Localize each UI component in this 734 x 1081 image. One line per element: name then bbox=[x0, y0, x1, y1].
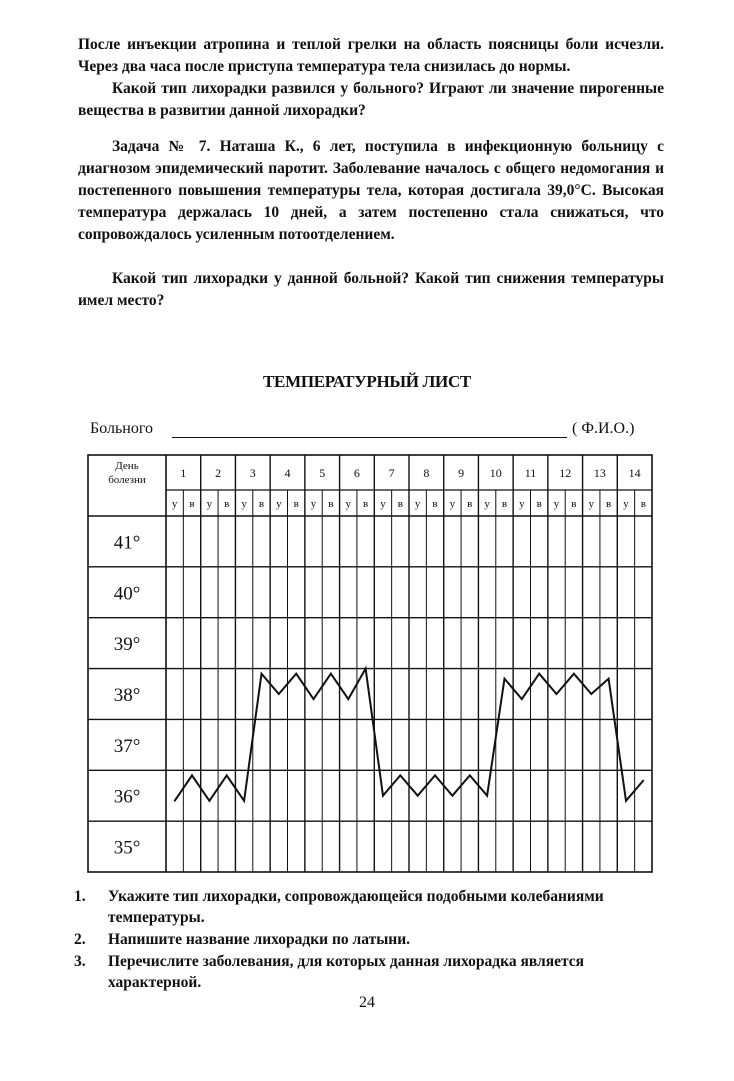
day-label: 2 bbox=[215, 466, 222, 480]
question-3-text: Перечислите заболевания, для которых данная лихорадка является характерной. bbox=[108, 953, 585, 991]
morning-label: у bbox=[449, 498, 456, 510]
temperature-tick-label: 38° bbox=[113, 685, 141, 706]
morning-label: у bbox=[310, 498, 317, 510]
temperature-point bbox=[642, 780, 644, 782]
day-label: 5 bbox=[319, 466, 326, 480]
day-label: 1 bbox=[180, 466, 187, 480]
day-label: 7 bbox=[388, 466, 395, 480]
temperature-point bbox=[278, 693, 280, 695]
morning-label: у bbox=[241, 498, 247, 510]
morning-label: у bbox=[623, 498, 629, 510]
fio-label: ( Ф.И.О.) bbox=[572, 420, 635, 437]
morning-label: у bbox=[414, 498, 421, 510]
evening-label: в bbox=[189, 498, 195, 510]
temperature-point bbox=[486, 795, 488, 797]
temperature-point bbox=[313, 698, 315, 700]
question-2 bbox=[74, 929, 660, 950]
task-7-question: Какой тип лихорадки у данной больной? Какой тип снижения температуры имел место? bbox=[78, 270, 664, 309]
temperature-point bbox=[347, 698, 349, 700]
evening-label: в bbox=[501, 498, 508, 510]
temperature-point bbox=[556, 693, 558, 695]
day-label: 4 bbox=[284, 466, 291, 480]
temperature-point bbox=[434, 775, 436, 777]
evening-label: в bbox=[293, 498, 299, 510]
evening-label: в bbox=[328, 498, 334, 510]
question-2-number: 2. bbox=[74, 931, 86, 948]
question-1-number: 1. bbox=[74, 888, 86, 905]
temperature-tick-label: 37° bbox=[113, 735, 141, 757]
header-label-illness: болезни bbox=[108, 474, 146, 486]
temperature-point bbox=[469, 775, 471, 777]
morning-label: у bbox=[588, 498, 594, 510]
morning-label: у bbox=[276, 498, 282, 510]
day-label: 3 bbox=[249, 466, 256, 480]
temperature-point bbox=[538, 673, 540, 675]
sheet-title: ТЕМПЕРАТУРНЫЙ ЛИСТ bbox=[263, 372, 471, 391]
day-label: 11 bbox=[524, 466, 537, 480]
day-label: 8 bbox=[423, 466, 430, 480]
temperature-point bbox=[209, 800, 211, 802]
evening-label: в bbox=[397, 498, 403, 510]
evening-label: в bbox=[640, 498, 646, 510]
temperature-tick-label: 35° bbox=[113, 837, 141, 859]
temperature-point bbox=[452, 795, 454, 797]
temperature-tick-label: 39° bbox=[113, 634, 141, 656]
temperature-point bbox=[191, 775, 193, 777]
temperature-point bbox=[608, 678, 610, 680]
question-3 bbox=[74, 951, 660, 993]
temperature-tick-label: 40° bbox=[113, 583, 141, 605]
temperature-point bbox=[330, 673, 332, 675]
evening-label: в bbox=[432, 498, 438, 510]
page-number: 24 bbox=[359, 994, 375, 1011]
temperature-point bbox=[243, 800, 245, 802]
temperature-point bbox=[521, 698, 523, 700]
evening-label: в bbox=[258, 498, 265, 510]
temperature-point bbox=[399, 775, 401, 777]
patient-label: Больного bbox=[90, 420, 153, 437]
question-2-text: Напишите название лихорадки по латыни. bbox=[108, 931, 411, 948]
temperature-point bbox=[261, 673, 263, 675]
temperature-point bbox=[504, 678, 506, 680]
temperature-point bbox=[295, 673, 297, 675]
temperature-point bbox=[590, 693, 592, 695]
temperature-point bbox=[625, 800, 627, 802]
day-label: 9 bbox=[458, 466, 465, 480]
temperature-point bbox=[174, 800, 176, 802]
day-label: 14 bbox=[628, 466, 641, 480]
day-label: 13 bbox=[593, 466, 606, 480]
question-3-number: 3. bbox=[74, 953, 86, 970]
day-label: 12 bbox=[559, 466, 572, 480]
task-7-text: Наташа К., 6 лет, поступила в инфекционную больницу с диагнозом эпидемический паротит. Заболевание началось с общего недомогания и постепенного повышения температуры тела, которая достигала 39,0°С. Высокая температура держалась 10 дней, а затем постепенно стала снижаться, что сопровождалось усиленным потоотделением. bbox=[78, 138, 665, 243]
task-7-label: Задача № 7. bbox=[112, 138, 211, 155]
chart-frame bbox=[88, 455, 652, 872]
morning-label: у bbox=[380, 498, 386, 510]
question-1-text: Укажите тип лихорадки, сопровождающейся подобными колебаниями температуры. bbox=[108, 888, 604, 926]
temperature-tick-label: 36° bbox=[113, 786, 141, 808]
morning-label: у bbox=[553, 498, 560, 510]
evening-label: в bbox=[224, 498, 230, 510]
evening-label: в bbox=[536, 498, 542, 510]
day-label: 6 bbox=[353, 466, 360, 480]
paragraph-atropine: После инъекции атропина и теплой грелки на область поясницы боли исчезли. Через два часа после приступа температура тела снизилась до нормы. bbox=[78, 36, 664, 75]
header-label-day: День bbox=[115, 460, 139, 472]
paragraph-question-1: Какой тип лихорадки развился у больного? Играют ли значение пирогенные вещества в развитии данной лихорадки? bbox=[78, 80, 664, 119]
evening-label: в bbox=[571, 498, 577, 510]
morning-label: у bbox=[345, 498, 351, 510]
evening-label: в bbox=[363, 498, 369, 510]
morning-label: у bbox=[484, 498, 490, 510]
morning-label: у bbox=[206, 498, 213, 510]
question-1 bbox=[74, 886, 660, 928]
day-label: 10 bbox=[489, 466, 502, 480]
temperature-tick-label: 41° bbox=[113, 532, 141, 554]
morning-label: у bbox=[519, 498, 525, 510]
evening-label: в bbox=[606, 498, 612, 510]
temperature-point bbox=[573, 673, 575, 675]
morning-label: у bbox=[171, 498, 178, 510]
temperature-point bbox=[365, 668, 367, 670]
temperature-point bbox=[226, 775, 228, 777]
evening-label: в bbox=[467, 498, 473, 510]
temperature-point bbox=[417, 795, 419, 797]
temperature-point bbox=[382, 795, 384, 797]
